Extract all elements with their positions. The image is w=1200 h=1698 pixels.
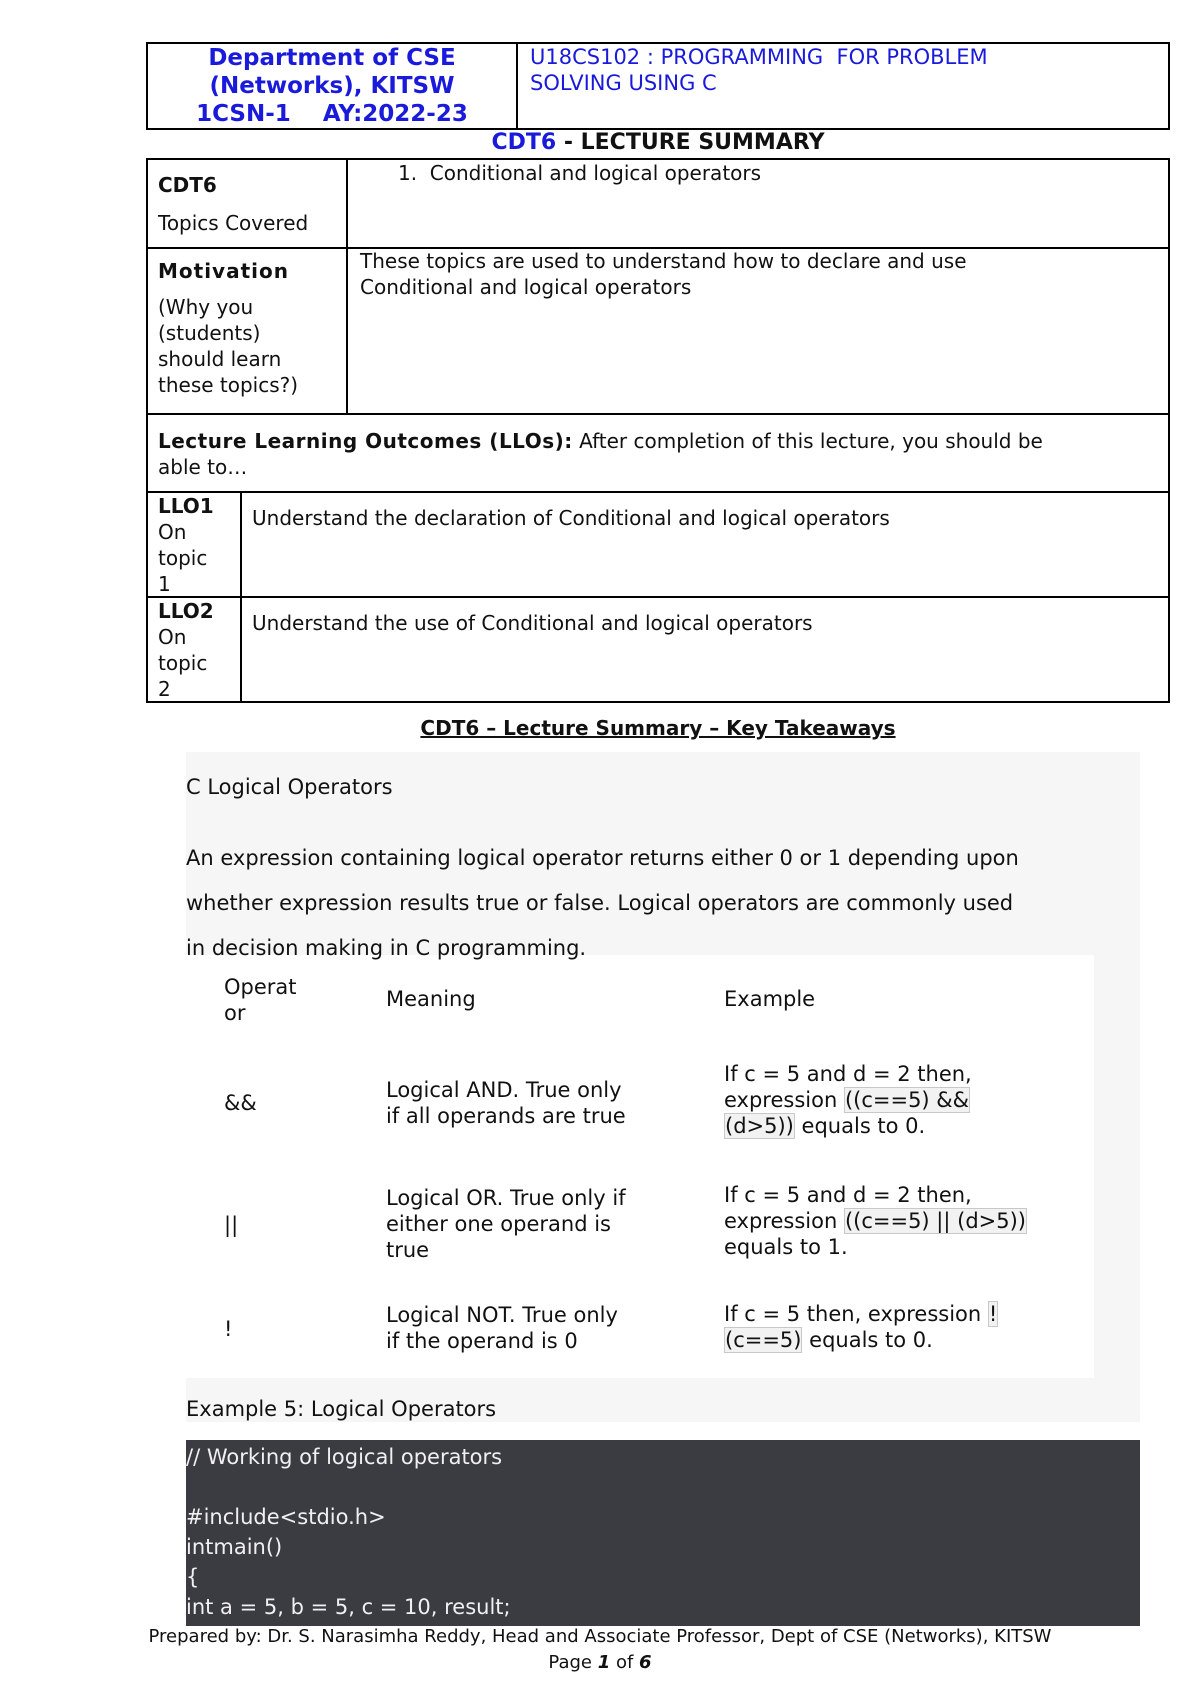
example-not-code-2: (c==5) [725, 1328, 802, 1352]
motivation-text [360, 248, 967, 300]
example-and-2a: expression [724, 1088, 844, 1112]
motivation-sub-3: should learn [158, 347, 282, 371]
intro-line-3: in decision making in C programming. [186, 936, 587, 960]
example-or-2a: expression [724, 1209, 844, 1233]
topic-item: 1. Conditional and logical operators [398, 161, 762, 185]
example-not-2c: equals to 0. [802, 1328, 933, 1352]
logical-operators-heading: C Logical Operators [186, 775, 393, 799]
meaning-or-1: Logical OR. True only if [386, 1186, 626, 1210]
example-and-code-2: (d>5)) [725, 1114, 794, 1138]
example-and-code-1: ((c==5) && [844, 1088, 970, 1112]
meaning-or-3: true [386, 1238, 430, 1262]
code-line-3: #include<stdio.h> [186, 1505, 386, 1529]
topics-list [398, 160, 761, 186]
topics-divider [346, 158, 348, 249]
motivation-line-2: Conditional and logical operators [360, 275, 692, 299]
llo-heading-text: After completion of this lecture, you should be [572, 429, 1043, 453]
col-header-operator-1: Operat [224, 975, 297, 999]
example-or [724, 1182, 1027, 1260]
example-and-3b: equals to 0. [794, 1114, 926, 1138]
meaning-and-1: Logical AND. True only [386, 1078, 622, 1102]
summary-title-text: - LECTURE SUMMARY [556, 130, 825, 155]
motivation-label-cell [158, 258, 298, 398]
op-and: && [224, 1091, 257, 1115]
header-divider [516, 42, 518, 130]
dept-line-3: 1CSN-1 AY:2022-23 [196, 101, 468, 127]
intro-paragraph [186, 836, 1136, 971]
code-line-4: intmain() [186, 1535, 283, 1559]
page-number [100, 1652, 1100, 1673]
llo1-label [158, 493, 214, 597]
llo1-num: 1 [158, 572, 171, 596]
motivation-sub-1: (Why you [158, 295, 254, 319]
col-header-operator-2: or [224, 1001, 246, 1025]
example-title: Example 5: Logical Operators [186, 1397, 497, 1421]
llo2-topic: topic [158, 651, 208, 675]
motivation-sub-2: (students) [158, 321, 261, 345]
example-not-1a: If c = 5 then, expression [724, 1302, 988, 1326]
llo2-num: 2 [158, 677, 171, 701]
code-line-1: // Working of logical operators [186, 1445, 503, 1469]
llo2-id: LLO2 [158, 599, 214, 623]
topics-label-cell [158, 172, 308, 236]
motivation-divider [346, 247, 348, 415]
page-current: 1 [597, 1652, 611, 1673]
llo1-on: On [158, 520, 187, 544]
motivation-sub-4: these topics?) [158, 373, 299, 397]
page-prefix: Page [548, 1652, 598, 1673]
department-block [150, 44, 514, 128]
llo-heading-text-2: able to… [158, 455, 248, 479]
intro-line-2: whether expression results true or false. Logical operators are commonly used [186, 891, 1014, 915]
example-not-code-1: ! [988, 1302, 998, 1326]
col-header-example: Example [724, 987, 816, 1011]
code-block [186, 1440, 1140, 1626]
page-of: of [610, 1652, 640, 1673]
llo2-text: Understand the use of Conditional and logical operators [252, 611, 813, 635]
meaning-or-2: either one operand is [386, 1212, 611, 1236]
meaning-not-1: Logical NOT. True only [386, 1303, 618, 1327]
course-line-2: SOLVING USING C [530, 71, 717, 95]
meaning-not-2: if the operand is 0 [386, 1329, 578, 1353]
example-and-1: If c = 5 and d = 2 then, [724, 1062, 972, 1086]
example-or-3: equals to 1. [724, 1235, 848, 1259]
key-takeaways-title: CDT6 – Lecture Summary – Key Takeaways [420, 716, 896, 740]
meaning-not [386, 1302, 618, 1354]
llo2-label [158, 598, 214, 702]
summary-code: CDT6 [491, 130, 557, 155]
llo1-topic: topic [158, 546, 208, 570]
example-or-1: If c = 5 and d = 2 then, [724, 1183, 972, 1207]
code-line-5: { [186, 1565, 200, 1589]
code-line-6: int a = 5, b = 5, c = 10, result; [186, 1595, 511, 1619]
topics-label: Topics Covered [158, 211, 309, 235]
meaning-and [386, 1077, 626, 1129]
example-not [724, 1301, 998, 1353]
dept-line-2: (Networks), KITSW [209, 73, 455, 99]
code-line-2 [186, 1472, 1140, 1502]
example-and [724, 1061, 972, 1139]
llo2-divider [240, 596, 242, 703]
course-block [530, 44, 1160, 96]
example-or-code: ((c==5) || (d>5)) [844, 1209, 1026, 1233]
llo1-text: Understand the declaration of Conditional and logical operators [252, 506, 890, 530]
llo-heading-label: Lecture Learning Outcomes (LLOs): [158, 429, 573, 453]
intro-line-1: An expression containing logical operator returns either 0 or 1 depending upon [186, 846, 1019, 870]
col-header-operator [224, 974, 297, 1026]
page-total: 6 [639, 1652, 652, 1673]
llo-heading [158, 428, 1158, 480]
motivation-line-1: These topics are used to understand how to declare and use [360, 249, 967, 273]
topics-code: CDT6 [158, 173, 217, 197]
llo2-on: On [158, 625, 187, 649]
meaning-and-2: if all operands are true [386, 1104, 626, 1128]
llo1-id: LLO1 [158, 494, 214, 518]
meaning-or [386, 1185, 626, 1263]
course-line-1: U18CS102 : PROGRAMMING FOR PROBLEM [530, 45, 988, 69]
lecture-summary-title [146, 130, 1170, 155]
motivation-label: Motivation [158, 259, 289, 283]
op-not: ! [224, 1317, 233, 1341]
col-header-meaning: Meaning [386, 987, 476, 1011]
prepared-by: Prepared by: Dr. S. Narasimha Reddy, Head and Associate Professor, Dept of CSE (Networks), KITSW [148, 1626, 1052, 1647]
llo1-divider [240, 491, 242, 598]
op-or: || [224, 1213, 239, 1237]
dept-line-1: Department of CSE [208, 45, 456, 71]
